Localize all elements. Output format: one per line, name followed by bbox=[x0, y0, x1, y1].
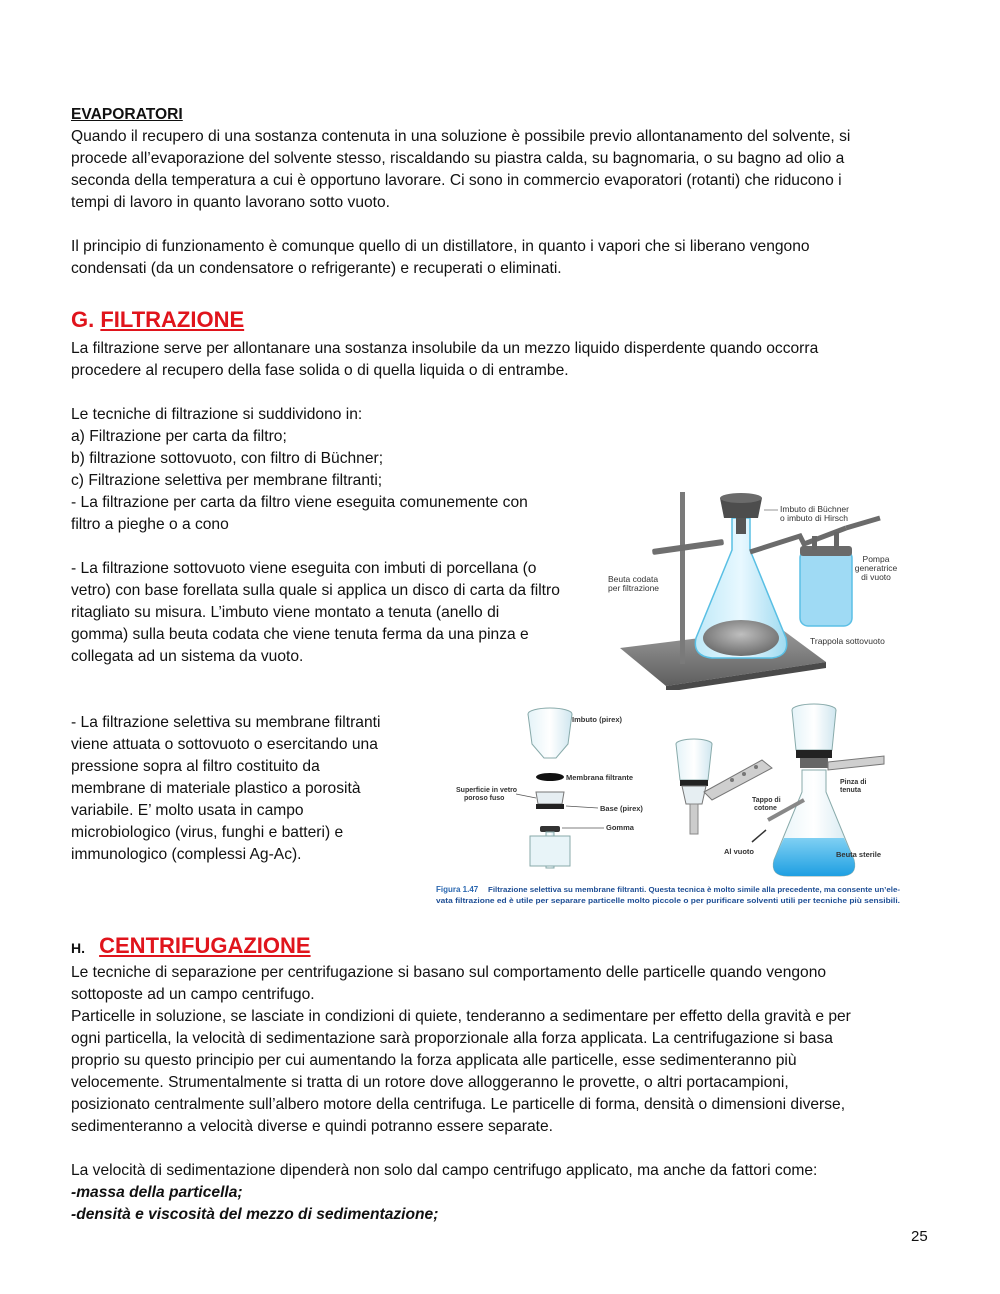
paragraph-line: procede all’evaporazione del solvente stesso, riscaldando su piastra calda, su bagnomaria, o su bagno ad olio a bbox=[71, 150, 845, 167]
factor-item: -massa della particella; bbox=[71, 1184, 243, 1201]
paragraph-line: - La filtrazione sottovuoto viene eseguita con imbuti di porcellana (o bbox=[71, 560, 537, 577]
vacuum-filtration-figure bbox=[604, 488, 902, 690]
paragraph-line: gomma) sulla beuta codata che viene tenuta ferma da una pinza e bbox=[71, 626, 529, 643]
paragraph-line: La filtrazione serve per allontanare una sostanza insolubile da un mezzo liquido disperdente quando occorra bbox=[71, 340, 819, 357]
paragraph-line: tempi di lavoro in quanto lavorano sotto vuoto. bbox=[71, 194, 391, 211]
label-alvuoto: Al vuoto bbox=[724, 847, 754, 856]
paragraph-line: La velocità di sedimentazione dipenderà non solo dal campo centrifugo applicato, ma anche da fattori come: bbox=[71, 1162, 818, 1179]
label-beuta-sterile: Beuta sterile bbox=[836, 850, 882, 859]
list-line: c) Filtrazione selettiva per membrane filtranti; bbox=[71, 472, 383, 489]
label-pinza: Pinza di bbox=[840, 779, 867, 786]
clamp bbox=[652, 539, 724, 555]
paragraph-line: seconda della temperatura a cui è opportuno lavorare. Ci sono in commercio evaporatori (rotanti) che riducono i bbox=[71, 172, 842, 189]
label-tappo: Tappo di bbox=[752, 797, 781, 804]
paragraph-line: posizionato centralmente sull’albero motore della centrifuga. Le particelle di forma, densità o dimensioni diverse, bbox=[71, 1096, 846, 1113]
page-number: 25 bbox=[911, 1228, 928, 1245]
paragraph-line: condensati (da un condensatore o refrigerante) e recuperati o eliminati. bbox=[71, 260, 562, 277]
paragraph-line: pressione sopra al filtro costituito da bbox=[71, 758, 320, 775]
paragraph-line: ogni particella, la velocità di sedimentazione sarà proporzionale alla forza applicata. La centrifugazione si basa bbox=[71, 1030, 833, 1047]
paragraph-line: Il principio di funzionamento è comunque quello di un distillatore, in quanto i vapori che si liberano vengono bbox=[71, 238, 810, 255]
section-letter: H. bbox=[71, 940, 85, 956]
pinza bbox=[704, 760, 772, 800]
paragraph-line: - La filtrazione selettiva su membrane filtranti bbox=[71, 714, 381, 731]
paragraph-line: Quando il recupero di una sostanza contenuta in una soluzione è possibile previo allontanamento del solvente, si bbox=[71, 128, 851, 145]
paragraph-line: microbiologico (virus, funghi e batteri) e bbox=[71, 824, 344, 841]
label-beuta: per filtrazione bbox=[608, 583, 660, 593]
figure-caption: Filtrazione selettiva su membrane filtranti. Questa tecnica è molto simile alla precedente, ma consente un’ele- bbox=[488, 885, 901, 894]
label-imbuto: Imbuto (pirex) bbox=[572, 715, 622, 724]
paragraph-line: Le tecniche di separazione per centrifugazione si basano sul comportamento delle particelle quando vengono bbox=[71, 964, 827, 981]
label-buchner: o imbuto di Hirsch bbox=[780, 513, 849, 523]
label-pompa: Pompa bbox=[862, 554, 890, 564]
paragraph-line: collegata ad un sistema da vuoto. bbox=[71, 648, 304, 665]
label-base: Base (pirex) bbox=[600, 804, 643, 813]
paragraph-line: immunologico (complessi Ag-Ac). bbox=[71, 846, 302, 863]
label-superficie: poroso fuso bbox=[464, 795, 505, 802]
paragraph-line: proprio su questo principio per cui aumentando la forza applicata alle particelle, esse sedimenteranno più bbox=[71, 1052, 797, 1069]
factor-item: -densità e viscosità del mezzo di sedimentazione; bbox=[71, 1206, 439, 1223]
label-buchner: Imbuto di Büchner bbox=[780, 504, 849, 514]
centrifugazione-body bbox=[71, 962, 851, 1226]
section-title: FILTRAZIONE bbox=[100, 307, 245, 332]
membrane-filtration-figure bbox=[432, 700, 906, 908]
base-pirex bbox=[536, 792, 564, 804]
filtrazione-heading bbox=[71, 306, 244, 334]
paragraph-line: Particelle in soluzione, se lasciate in condizioni di quiete, tenderanno a sedimentare per effetto della gravità e per bbox=[71, 1008, 851, 1025]
filtrazione-selettiva bbox=[71, 712, 380, 866]
paragraph-line: velocemente. Strumentalmente si tratta di un rotore dove alloggeranno le provette, o altri portacampioni, bbox=[71, 1074, 789, 1091]
list-line: a) Filtrazione per carta da filtro; bbox=[71, 428, 287, 445]
label-beuta: Beuta codata bbox=[608, 574, 659, 584]
label-membrana: Membrana filtrante bbox=[566, 773, 634, 782]
figure-caption: vata filtrazione ed è utile per separare particelle molto piccole o per purificare solventi utili per tecniche più sensibili. bbox=[436, 896, 900, 905]
label-pompa: di vuoto bbox=[861, 572, 891, 582]
evaporatori-section bbox=[71, 104, 850, 280]
list-line: Le tecniche di filtrazione si suddividono in: bbox=[71, 406, 363, 423]
stand-rod bbox=[680, 492, 685, 664]
paragraph-line: ritagliato su misura. L’imbuto viene montato a tenuta (anello di bbox=[71, 604, 500, 621]
trappola-sottovuoto bbox=[800, 550, 852, 626]
label-tappo: cotone bbox=[754, 805, 777, 812]
section-title: CENTRIFUGAZIONE bbox=[99, 933, 311, 958]
paragraph-line: procedere al recupero della fase solida o di quella liquida o di entrambe. bbox=[71, 362, 569, 379]
centrifugazione-heading bbox=[71, 932, 311, 962]
label-pompa: generatrice bbox=[854, 563, 898, 573]
filtrate-liquid bbox=[703, 620, 779, 656]
label-superficie: Superficie in vetro bbox=[456, 787, 518, 794]
label-gomma: Gomma bbox=[606, 823, 634, 832]
evaporatori-heading: EVAPORATORI bbox=[71, 106, 183, 123]
membrana-filtrante bbox=[536, 773, 564, 781]
gomma bbox=[540, 826, 560, 832]
list-line: - La filtrazione per carta da filtro viene eseguita comunemente con bbox=[71, 494, 528, 511]
list-line: b) filtrazione sottovuoto, con filtro di Büchner; bbox=[71, 450, 384, 467]
paragraph-line: viene attuata o sottovuoto o esercitando una bbox=[71, 736, 378, 753]
paragraph-line: variabile. E’ molto usata in campo bbox=[71, 802, 304, 819]
paragraph-line: membrane di materiale plastico a porosità bbox=[71, 780, 361, 797]
list-line: filtro a pieghe o a cono bbox=[71, 516, 229, 533]
paragraph-line: sottoposte ad un campo centrifugo. bbox=[71, 986, 315, 1003]
label-pinza: tenuta bbox=[840, 787, 861, 794]
paragraph-line: sedimenteranno a velocità diverse e quindi potranno essere separate. bbox=[71, 1118, 553, 1135]
paragraph-line: vetro) con base forellata sulla quale si applica un disco di carta da filtro bbox=[71, 582, 560, 599]
label-trappola: Trappola sottovuoto bbox=[810, 636, 885, 646]
section-letter: G. bbox=[71, 307, 95, 332]
figure-caption-label: Figura 1.47 bbox=[436, 885, 479, 894]
